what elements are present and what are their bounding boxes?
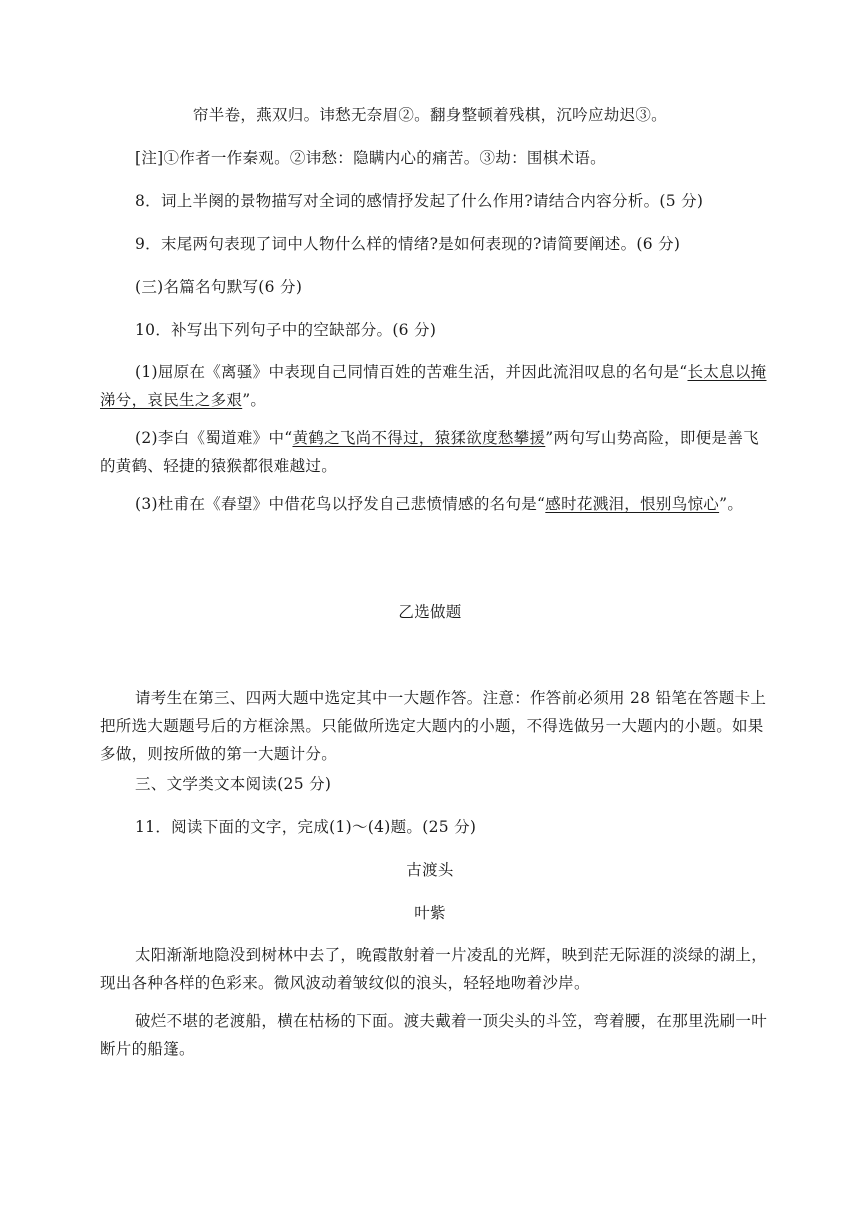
q10-1-answer: 长太息以掩涕兮，哀民生之多艰	[100, 363, 767, 409]
question-8: 8．词上半阕的景物描写对全词的感情抒发起了什么作用?请结合内容分析。(5 分)	[135, 192, 704, 210]
question-9: 9．末尾两句表现了词中人物什么样的情绪?是如何表现的?请简要阐述。(6 分)	[135, 235, 681, 253]
instructions-paragraph: 请考生在第三、四两大题中选定其中一大题作答。注意：作答前必须用 28 铅笔在答题卡上把所选大题题号后的方框涂黑。只能做所选定大题内的小题，不得选做另一大题内的小题。如果多做，则按所做的第一大题计分。	[100, 689, 767, 763]
section-heading-famous-lines: (三)名篇名句默写(6 分)	[135, 278, 303, 296]
question-10-2	[100, 424, 768, 480]
q10-2-answer: 黄鹤之飞尚不得过，猿猱欲度愁攀援	[292, 429, 546, 447]
poem-note: [注]①作者一作秦观。②讳愁：隐瞒内心的痛苦。③劫：围棋术语。	[135, 149, 606, 167]
article-paragraph-1: 太阳渐渐地隐没到树林中去了，晚霞散射着一片凌乱的光辉，映到茫无际涯的淡绿的湖上，现出各种各样的色彩来。微风波动着皱纹似的浪头，轻轻地吻着沙岸。	[100, 946, 768, 992]
q10-2-prompt: (2)李白《蜀道难》中“	[135, 429, 293, 447]
question-11: 11．阅读下面的文字，完成(1)～(4)题。(25 分)	[135, 818, 477, 836]
article-paragraph-2: 破烂不堪的老渡船，横在枯杨的下面。渡夫戴着一顶尖头的斗笠，弯着腰，在那里洗刷一叶断片的船篷。	[100, 1012, 768, 1058]
q10-3-answer: 感时花溅泪，恨别鸟惊心	[545, 495, 720, 513]
q10-3-suffix: ”。	[719, 495, 744, 513]
q10-1-prompt: (1)屈原在《离骚》中表现自己同情百姓的苦难生活，并因此流泪叹息的名句是“	[135, 363, 688, 381]
q10-2-suffix: ”两句写山势高险，即便是善飞的黄鹤、轻捷的猿猴都很难越过。	[100, 429, 759, 475]
article-author: 叶紫	[414, 904, 446, 922]
poem-line: 帘半卷，燕双归。讳愁无奈眉②。翻身整顿着残棋，沉吟应劫迟③。	[192, 106, 667, 124]
part-3-heading: 三、文学类文本阅读(25 分)	[135, 775, 332, 793]
article-title: 古渡头	[406, 861, 454, 879]
q10-3-prompt: (3)杜甫在《春望》中借花鸟以抒发自己悲愤情感的名句是“	[135, 495, 546, 513]
question-10-1	[100, 358, 768, 414]
question-10-3	[100, 490, 768, 518]
q10-1-suffix: ”。	[242, 391, 267, 409]
question-10: 10．补写出下列句子中的空缺部分。(6 分)	[135, 321, 437, 339]
optional-section-heading: 乙选做题	[398, 603, 462, 621]
